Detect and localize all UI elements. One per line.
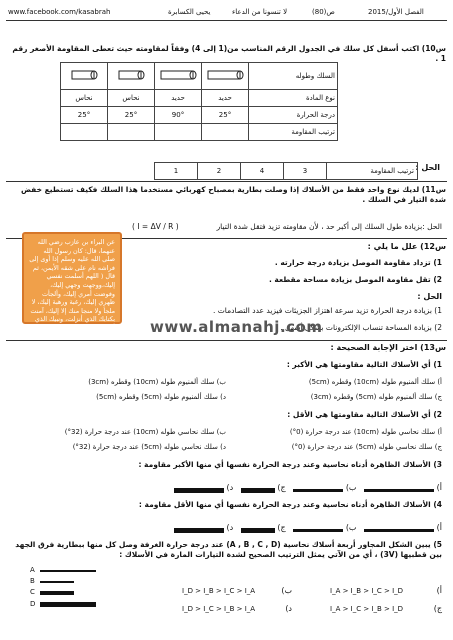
s5-letter-c[interactable]: ج) [433,604,442,613]
q13-s4: 4) الأسلاك الظاهرة أدناه نحاسية وعند درجة الحرارة نفسها أي منها الأقل مقاومة : [138,500,442,509]
material-cell: حديد [155,90,202,107]
q13-s5: 5) يبين الشكل المجاور أربعة أسلاك نحاسية (A , B , C , D) عند درجة حرارة الغرفة وصل كل منها ببطارية فرق الجهد بين قطبيها (3V) ، أي من الآتي يمثل الترتيب الصحيح لشدة التيارات المارة في الأسلاك : [15,540,442,559]
rank-cell: 3 [284,163,327,180]
s3-wire-c [241,482,275,493]
s3-letter-a[interactable]: أ) [436,483,442,492]
s1-option-c[interactable]: ج) سلك ألمنيوم طوله (5cm) وقطره (3cm) [310,393,442,401]
s3-wire-d [174,482,224,493]
short-wire-icon [111,63,151,87]
material-cell: نحاس [61,90,108,107]
s3-wire-b [293,483,343,492]
wire-label-c: C [30,588,35,596]
row-label-wire: السلك وطوله [249,63,338,90]
s1-option-d[interactable]: د) سلك ألمنيوم طوله (5cm) وقطره (5cm) [96,393,226,401]
rank-empty-cell[interactable] [108,124,155,141]
temp-cell: 90° [155,107,202,124]
s1-option-a[interactable]: أ) سلك ألمنيوم طوله (10cm) وقطره (5cm) [308,378,442,386]
rank-cell: 2 [198,163,241,180]
s4-letter-b[interactable]: ب) [345,523,357,532]
rank-cell: 4 [241,163,284,180]
wire-a [40,570,96,572]
short-wire-icon [64,63,104,87]
q13-s3: 3) الأسلاك الظاهرة أدناه نحاسية وعند درجة الحرارة نفسها أي منها الأكبر مقاومة : [138,460,442,469]
wire-d [40,602,96,607]
rank-row-label: ترتيب المقاومة [327,163,418,180]
s2-option-d[interactable]: د) سلك نحاسي طوله (5cm) عند درجة حرارة (32°) [72,443,226,451]
divider [6,181,447,182]
row-label-rank: ترتيب المقاومة [249,124,338,141]
s4-wire-a [364,523,434,532]
wire-1-cell [202,63,249,90]
wire-2-cell [155,63,202,90]
rank-empty-cell[interactable] [155,124,202,141]
term-label: الفصل الأول/2015 [368,8,424,16]
long-wire-icon [158,63,198,87]
hadith-note: عن البراء بن عازب رضي الله عنهما، قال: كان رسول الله صلى الله عليه وسلم إذا أوى إلى فراشه نام على شقه الأيمن، ثم قال ( اللهم أسلمت نفسي إليك،ووجهت وجهي إليك، وفوضت أمري إليك، وألجأت ظهري إليك، رغبة ورهبة إليك، لا ملجأ ولا منجا منك إلا إليك، آمنت بكتابك الذي أنزلت، ونبيك الذي أرسلت)) . رواه البخاري [22,232,122,324]
q12-item-1: 1) تزداد مقاومة الموصل بزيادة درجة حرارته . [274,258,442,267]
row-label-temp: درجة الحرارة [249,107,338,124]
q12-item-2: 2) تقل مقاومة الموصل بزيادة مساحة مقطعة . [268,275,442,284]
q11-answer: الحل :بزيادة طول السلك إلى أكبر حد ، لأن مقاومته تزيد فتقل شدة التيار [216,222,442,231]
teacher-name: يحيى الكسابرة [168,8,211,16]
wire-label-b: B [30,577,35,585]
material-cell: حديد [202,90,249,107]
ohm-formula: ( I = ΔV / R ) [132,222,179,231]
s4-letter-c[interactable]: ج) [277,523,286,532]
s4-wire-b [293,523,343,532]
temp-cell: 25° [108,107,155,124]
s5-expr-c: I_A > I_C > I_B > I_D [330,605,404,613]
s3-letter-c[interactable]: ج) [277,483,286,492]
s5-letter-d[interactable]: د) [285,604,292,613]
q13-s1: 1) أي الأسلاك التالية مقاومتها هي الأكبر : [286,360,442,369]
s5-expr-d: I_D > I_C > I_B > I_A [182,605,256,613]
wire-3-cell [108,63,155,90]
temp-cell: 25° [61,107,108,124]
row-label-material: نوع المادة [249,90,338,107]
wire-b [40,581,74,583]
s3-letter-b[interactable]: ب) [345,483,357,492]
wire-label-a: A [30,566,35,574]
rank-empty-cell[interactable] [61,124,108,141]
s4-letter-a[interactable]: أ) [436,523,442,532]
rank-empty-cell[interactable] [202,124,249,141]
long-wire-icon [205,63,245,87]
wire-4-cell [61,63,108,90]
watermark: www.almanahj.com [150,318,323,336]
s5-letter-a[interactable]: أ) [436,586,442,595]
divider [6,340,447,341]
s4-wire-d [174,522,224,533]
wire-label-d: D [30,600,36,608]
q13-s2: 2) أي الأسلاك التالية مقاومتها هي الأقل : [287,410,442,419]
q11-title: س11) لديك نوع واحد فقط من الأسلاك إذا وصلت بطارية بمصباح كهربائي مستخدما هذا السلك فكيف تستطيع خفض شدة التيار في السلك . [20,185,446,204]
page-number: ص(80) [312,8,335,16]
s5-letter-b[interactable]: ب) [281,586,292,595]
q12-title: س12) علل ما يلي : [367,242,446,251]
q12-answer-2: 2) بزيادة المساحة تنساب الإلكترونات بشكل أسهل . [280,323,442,332]
s4-letter-d[interactable]: د) [226,523,234,532]
temp-cell: 25° [202,107,249,124]
header-divider [6,20,447,21]
wires-table [60,62,338,141]
s5-expr-b: I_D > I_B > I_C > I_A [182,587,256,595]
material-cell: نحاس [108,90,155,107]
wire-c [40,591,74,595]
facebook-link[interactable]: www.facebook.com/kasabrah [8,8,111,16]
s4-wire-c [241,522,275,533]
s3-options [20,482,442,493]
q10-solution-label: الحل : [415,163,440,172]
rank-answer-table [154,162,418,180]
s2-option-b[interactable]: ب) سلك نحاسي طوله (10cm) عند درجة حرارة (32°) [64,428,226,436]
q12-answer-1: 1) بزيادة درجة الحرارة تزيد سرعة اهتزاز الجزيئات فيزيد عدد التصادمات . [212,306,442,315]
q12-solution-label: الحل : [417,292,442,301]
q10-title: س10) اكتب أسفل كل سلك في الجدول الرقم المناسب من(1 إلى 4) وفقاً لمقاومته حيث تعطى المقاومة الأصغر رقم 1 . [12,44,446,63]
s4-options [20,522,442,533]
s2-option-a[interactable]: أ) سلك نحاسي طوله (10cm) عند درجة حرارة (0°) [289,428,442,436]
s5-expr-a: I_A > I_B > I_C > I_D [330,587,404,595]
s1-option-b[interactable]: ب) سلك ألمنيوم طوله (10cm) وقطره (3cm) [88,378,226,386]
s2-option-c[interactable]: ج) سلك نحاسي طوله (5cm) عند درجة حرارة (0°) [291,443,442,451]
q13-title: س13) اختر الإجابة الصحيحة : [330,343,446,352]
dua-text: لا تنسونا من الدعاء [232,8,288,16]
s3-letter-d[interactable]: د) [226,483,234,492]
rank-cell: 1 [155,163,198,180]
s3-wire-a [364,483,434,492]
